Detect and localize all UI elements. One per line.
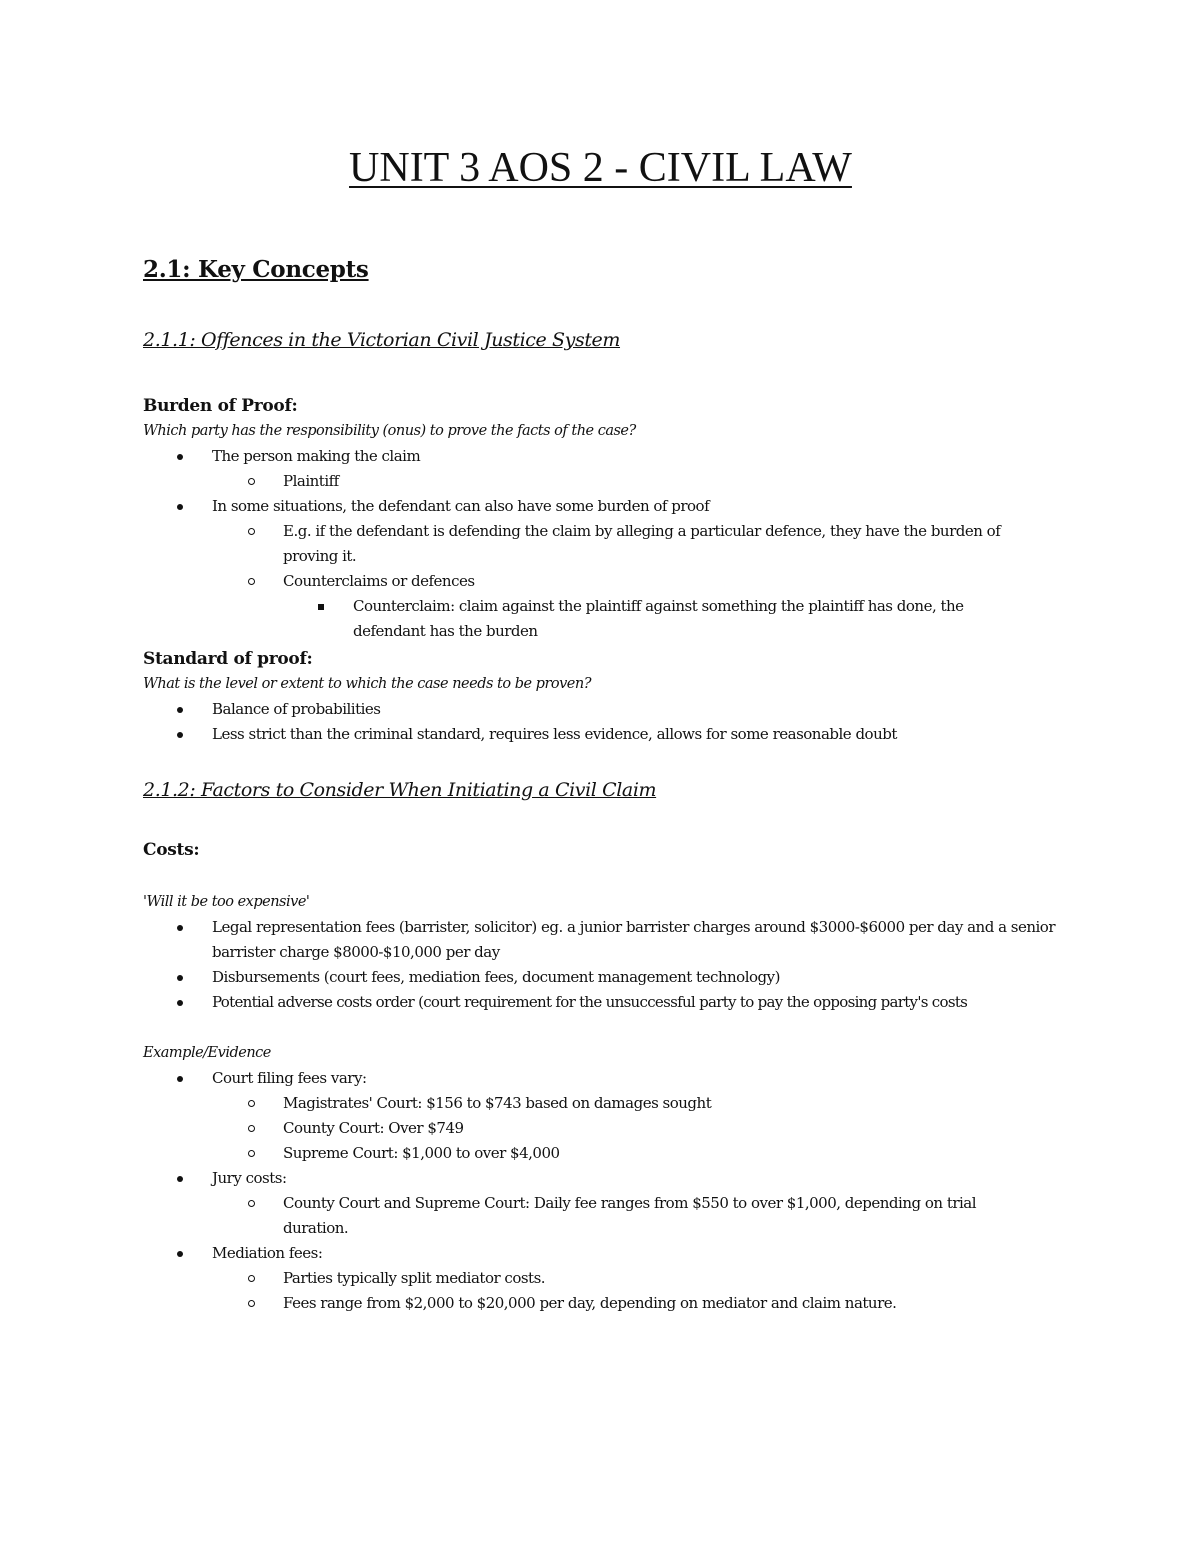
burden-of-proof-block: [143, 394, 1058, 644]
list-item: Plaintiff: [143, 469, 1058, 494]
bullet-dot-icon: [177, 1241, 183, 1266]
list-item: Legal representation fees (barrister, solicitor) eg. a junior barrister charges around $3000-$6000 per day and a senior barrister charge $8000-$10,000 per day: [143, 915, 1058, 965]
bullet-circle-icon: [248, 1116, 255, 1141]
costs-list: [143, 915, 1058, 1015]
list-item: Mediation fees:: [143, 1241, 1058, 1266]
list-item-container: [143, 594, 1058, 644]
subsection-heading-2-1-2: 2.1.2: Factors to Consider When Initiating a Civil Claim: [143, 779, 657, 801]
list-item-container: [143, 1091, 1058, 1166]
bullet-circle-icon: [248, 1191, 255, 1216]
burden-list: [143, 444, 1058, 644]
bullet-circle-icon: [248, 1091, 255, 1116]
list-item-container: [143, 469, 1058, 494]
bullet-circle-icon: [248, 469, 255, 494]
list-item-container: [143, 1191, 1058, 1241]
bullet-circle-icon: [248, 569, 255, 594]
list-item-container: [143, 519, 1058, 644]
bullet-dot-icon: [177, 444, 183, 469]
bullet-dot-icon: [177, 965, 183, 990]
standard-of-proof-label: Standard of proof:: [143, 649, 313, 669]
list-item: In some situations, the defendant can also have some burden of proof: [143, 494, 1058, 519]
evidence-list: [143, 1066, 1058, 1316]
section-heading-2-1: 2.1: Key Concepts: [143, 256, 369, 283]
costs-label: Costs:: [143, 840, 200, 860]
bullet-dot-icon: [177, 915, 183, 940]
list-item: E.g. if the defendant is defending the claim by alleging a particular defence, they have the burden of proving it.: [143, 519, 1058, 569]
list-item: County Court and Supreme Court: Daily fee ranges from $550 to over $1,000, depending on trial duration.: [143, 1191, 1058, 1241]
list-item: Disbursements (court fees, mediation fees, document management technology): [143, 965, 1058, 990]
list-item: Counterclaim: claim against the plaintiff against something the plaintiff has done, the defendant has the burden: [143, 594, 1058, 644]
bullet-dot-icon: [177, 1066, 183, 1091]
list-item: The person making the claim: [143, 444, 1058, 469]
bullet-dot-icon: [177, 722, 183, 747]
costs-details-block: [143, 890, 1058, 1015]
list-item: Fees range from $2,000 to $20,000 per day, depending on mediator and claim nature.: [143, 1291, 1058, 1316]
bullet-circle-icon: [248, 1266, 255, 1291]
burden-of-proof-question: Which party has the responsibility (onus) to prove the facts of the case?: [143, 423, 636, 439]
list-item-container: [143, 1266, 1058, 1316]
costs-quote: 'Will it be too expensive': [143, 894, 310, 910]
standard-of-proof-block: [143, 647, 1058, 747]
list-item: Parties typically split mediator costs.: [143, 1266, 1058, 1291]
list-item: Court filing fees vary:: [143, 1066, 1058, 1091]
standard-of-proof-question: What is the level or extent to which the case needs to be proven?: [143, 676, 591, 692]
standard-list: [143, 697, 1058, 747]
list-item: County Court: Over $749: [143, 1116, 1058, 1141]
bullet-circle-icon: [248, 1141, 255, 1166]
document-page: [143, 0, 1063, 1553]
bullet-square-icon: [318, 594, 324, 619]
bullet-circle-icon: [248, 519, 255, 544]
costs-block: [143, 838, 1058, 863]
document-title: UNIT 3 AOS 2 - CIVIL LAW: [349, 145, 852, 191]
list-item: Less strict than the criminal standard, requires less evidence, allows for some reasonable doubt: [143, 722, 1058, 747]
subsection-heading-2-1-1: 2.1.1: Offences in the Victorian Civil Justice System: [143, 329, 621, 351]
list-item: Supreme Court: $1,000 to over $4,000: [143, 1141, 1058, 1166]
evidence-block: [143, 1041, 1058, 1316]
bullet-dot-icon: [177, 697, 183, 722]
evidence-label: Example/Evidence: [143, 1045, 271, 1061]
list-item: Jury costs:: [143, 1166, 1058, 1191]
bullet-circle-icon: [248, 1291, 255, 1316]
list-item: Balance of probabilities: [143, 697, 1058, 722]
bullet-dot-icon: [177, 990, 183, 1015]
list-item: Potential adverse costs order (court requirement for the unsuccessful party to pay the opposing party's costs: [143, 990, 1058, 1015]
list-item: Counterclaims or defences: [143, 569, 1058, 594]
bullet-dot-icon: [177, 494, 183, 519]
burden-of-proof-label: Burden of Proof:: [143, 396, 298, 416]
list-item: Magistrates' Court: $156 to $743 based on damages sought: [143, 1091, 1058, 1116]
bullet-dot-icon: [177, 1166, 183, 1191]
